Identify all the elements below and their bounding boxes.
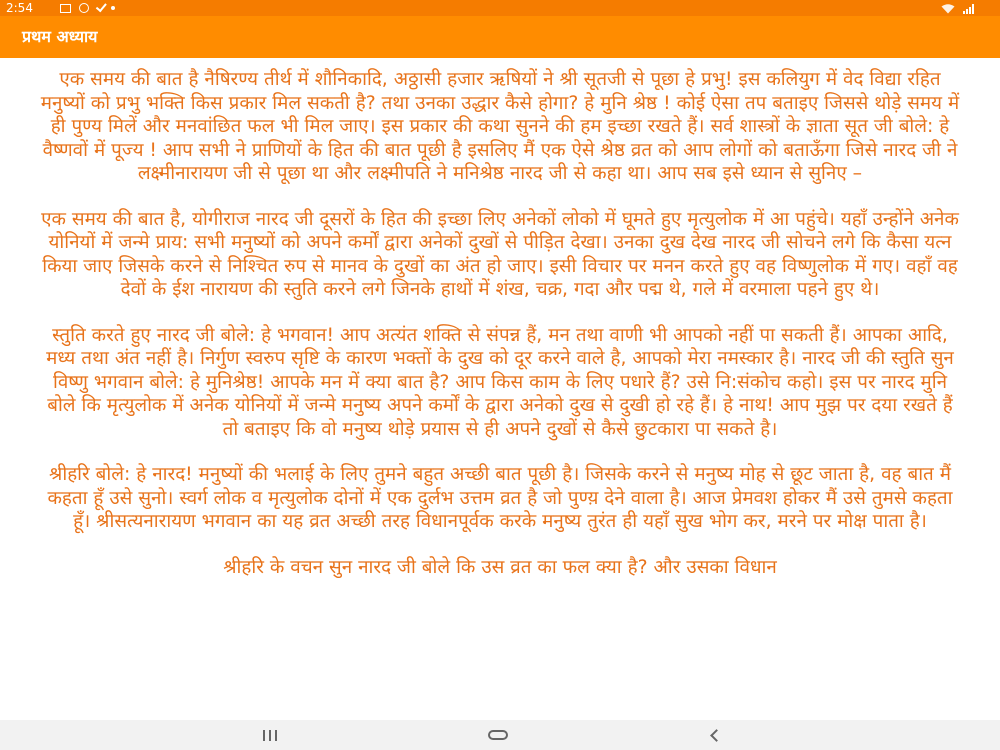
navigation-bar [0, 720, 1000, 750]
chapter-content[interactable] [0, 58, 1000, 720]
paragraph: स्तुति करते हुए नारद जी बोले: हे भगवान! आप अत्यंत शक्ति से संपन्न हैं, मन तथा वाणी भी आपको नहीं पा सकती हैं। आपका आदि, मध्य तथा अंत नहीं है। निर्गुण स्वरुप सृष्टि के कारण भक्तों के दुख को दूर करने वाले है, आपको मेरा नमस्कार है। नारद जी की स्तुति सुन विष्णु भगवान बोले: हे मुनिश्रेष्ठ! आपके मन में क्या बात है? आप किस काम के लिए पधारे हैं? उसे नि:संकोच कहो। इस पर नारद मुनि बोले कि मृत्युलोक में अनेक योनियों में जन्मे मनुष्य अपने कर्मों के द्वारा अनेको दुख से दुखी हो रहे हैं। हे नाथ! आप मुझ पर दया रखते हैं तो बताइए कि वो मनुष्य थोड़े प्रयास से ही अपने दुखों से कैसे छुटकारा पा सकते है। [46, 324, 954, 440]
back-icon [710, 729, 723, 742]
status-time: 2:54 [6, 1, 33, 15]
app-bar [0, 16, 1000, 58]
check-icon [96, 1, 107, 13]
status-icons-left [60, 3, 115, 13]
back-button[interactable] [686, 720, 746, 750]
dot-icon [111, 6, 115, 10]
recents-icon [263, 730, 277, 741]
sync-icon [79, 3, 89, 13]
paragraph: श्रीहरि बोले: हे नारद! मनुष्यों की भलाई के लिए तुमने बहुत अच्छी बात पूछी है। जिसके करने से मनुष्य मोह से छूट जाता है, वह बात मैं कहता हूँ उसे सुनो। स्वर्ग लोक व मृत्युलोक दोनों में एक दुर्लभ उत्तम व्रत है जो पुण्य़ देने वाला है। आज प्रेमवश होकर मैं उसे तुमसे कहता हूँ। श्रीसत्यनारायण भगवान का यह व्रत अच्छी तरह विधानपूर्वक करके मनुष्य तुरंत ही यहाँ सुख भोग कर, मरने पर मोक्ष पाता है। [47, 464, 953, 532]
wifi-icon [941, 4, 955, 14]
signal-icon [963, 3, 974, 14]
paragraph: एक समय की बात है नैषिरण्य तीर्थ में शौनिकादि, अठ्ठासी हजार ऋषियों ने श्री सूतजी से पूछा हे प्रभु! इस कलियुग में वेद विद्या रहित मनुष्यों को प्रभु भक्ति किस प्रकार मिल सकती है? तथा उनका उद्धार कैसे होगा? हे मुनि श्रेष्ठ ! कोई ऐसा तप बताइए जिससे थोड़े समय में ही पुण्य मिलें और मनवांछित फल भी मिल जाए। इस प्रकार की कथा सुनने की हम इच्छा रखते हैं। सर्व शास्त्रों के ज्ञाता सूत जी बोले: हे वैष्णवों में पूज्य ! आप सभी ने प्राणियों के हित की बात पूछी है इसलिए मैं एक ऐसे श्रेष्ठ व्रत को आप लोगों को बताऊँगा जिसे नारद जी ने लक्ष्मीनारायण जी से पूछा था और लक्ष्मीपति ने मनिश्रेष्ठ नारद जी से कहा था। आप सब इसे ध्यान से सुनिए – [40, 69, 960, 184]
paragraph: एक समय की बात है, योगीराज नारद जी दूसरों के हित की इच्छा लिए अनेकों लोको में घूमते हुए मृत्युलोक में आ पहुंचे। यहाँ उन्होंने अनेक योनियों में जन्मे प्राय: सभी मनुष्यों को अपने कर्मों द्वारा अनेकों दुखों से पीड़ित देखा। उनका दुख देख नारद जी सोचने लगे कि कैसा यत्न किया जाए जिसके करने से निश्चित रुप से मानव के दुखों का अंत हो जाए। इसी विचार पर मनन करते हुए वह विष्णुलोक में गए। वहाँ वह देवों के ईश नारायण की स्तुति करने लगे जिनके हाथों में शंख, चक्र, गदा और पद्म थे, गले में वरमाला पहने हुए थे। [41, 208, 959, 300]
recents-button[interactable] [240, 720, 300, 750]
page-title: प्रथम अध्याय [22, 27, 98, 46]
status-bar [0, 0, 1000, 16]
home-button[interactable] [468, 720, 528, 750]
status-icons-right [941, 2, 974, 14]
home-icon [488, 730, 508, 740]
paragraph: श्रीहरि के वचन सुन नारद जी बोले कि उस व्रत का फल क्या है? और उसका विधान [223, 556, 777, 578]
image-icon [60, 4, 71, 13]
